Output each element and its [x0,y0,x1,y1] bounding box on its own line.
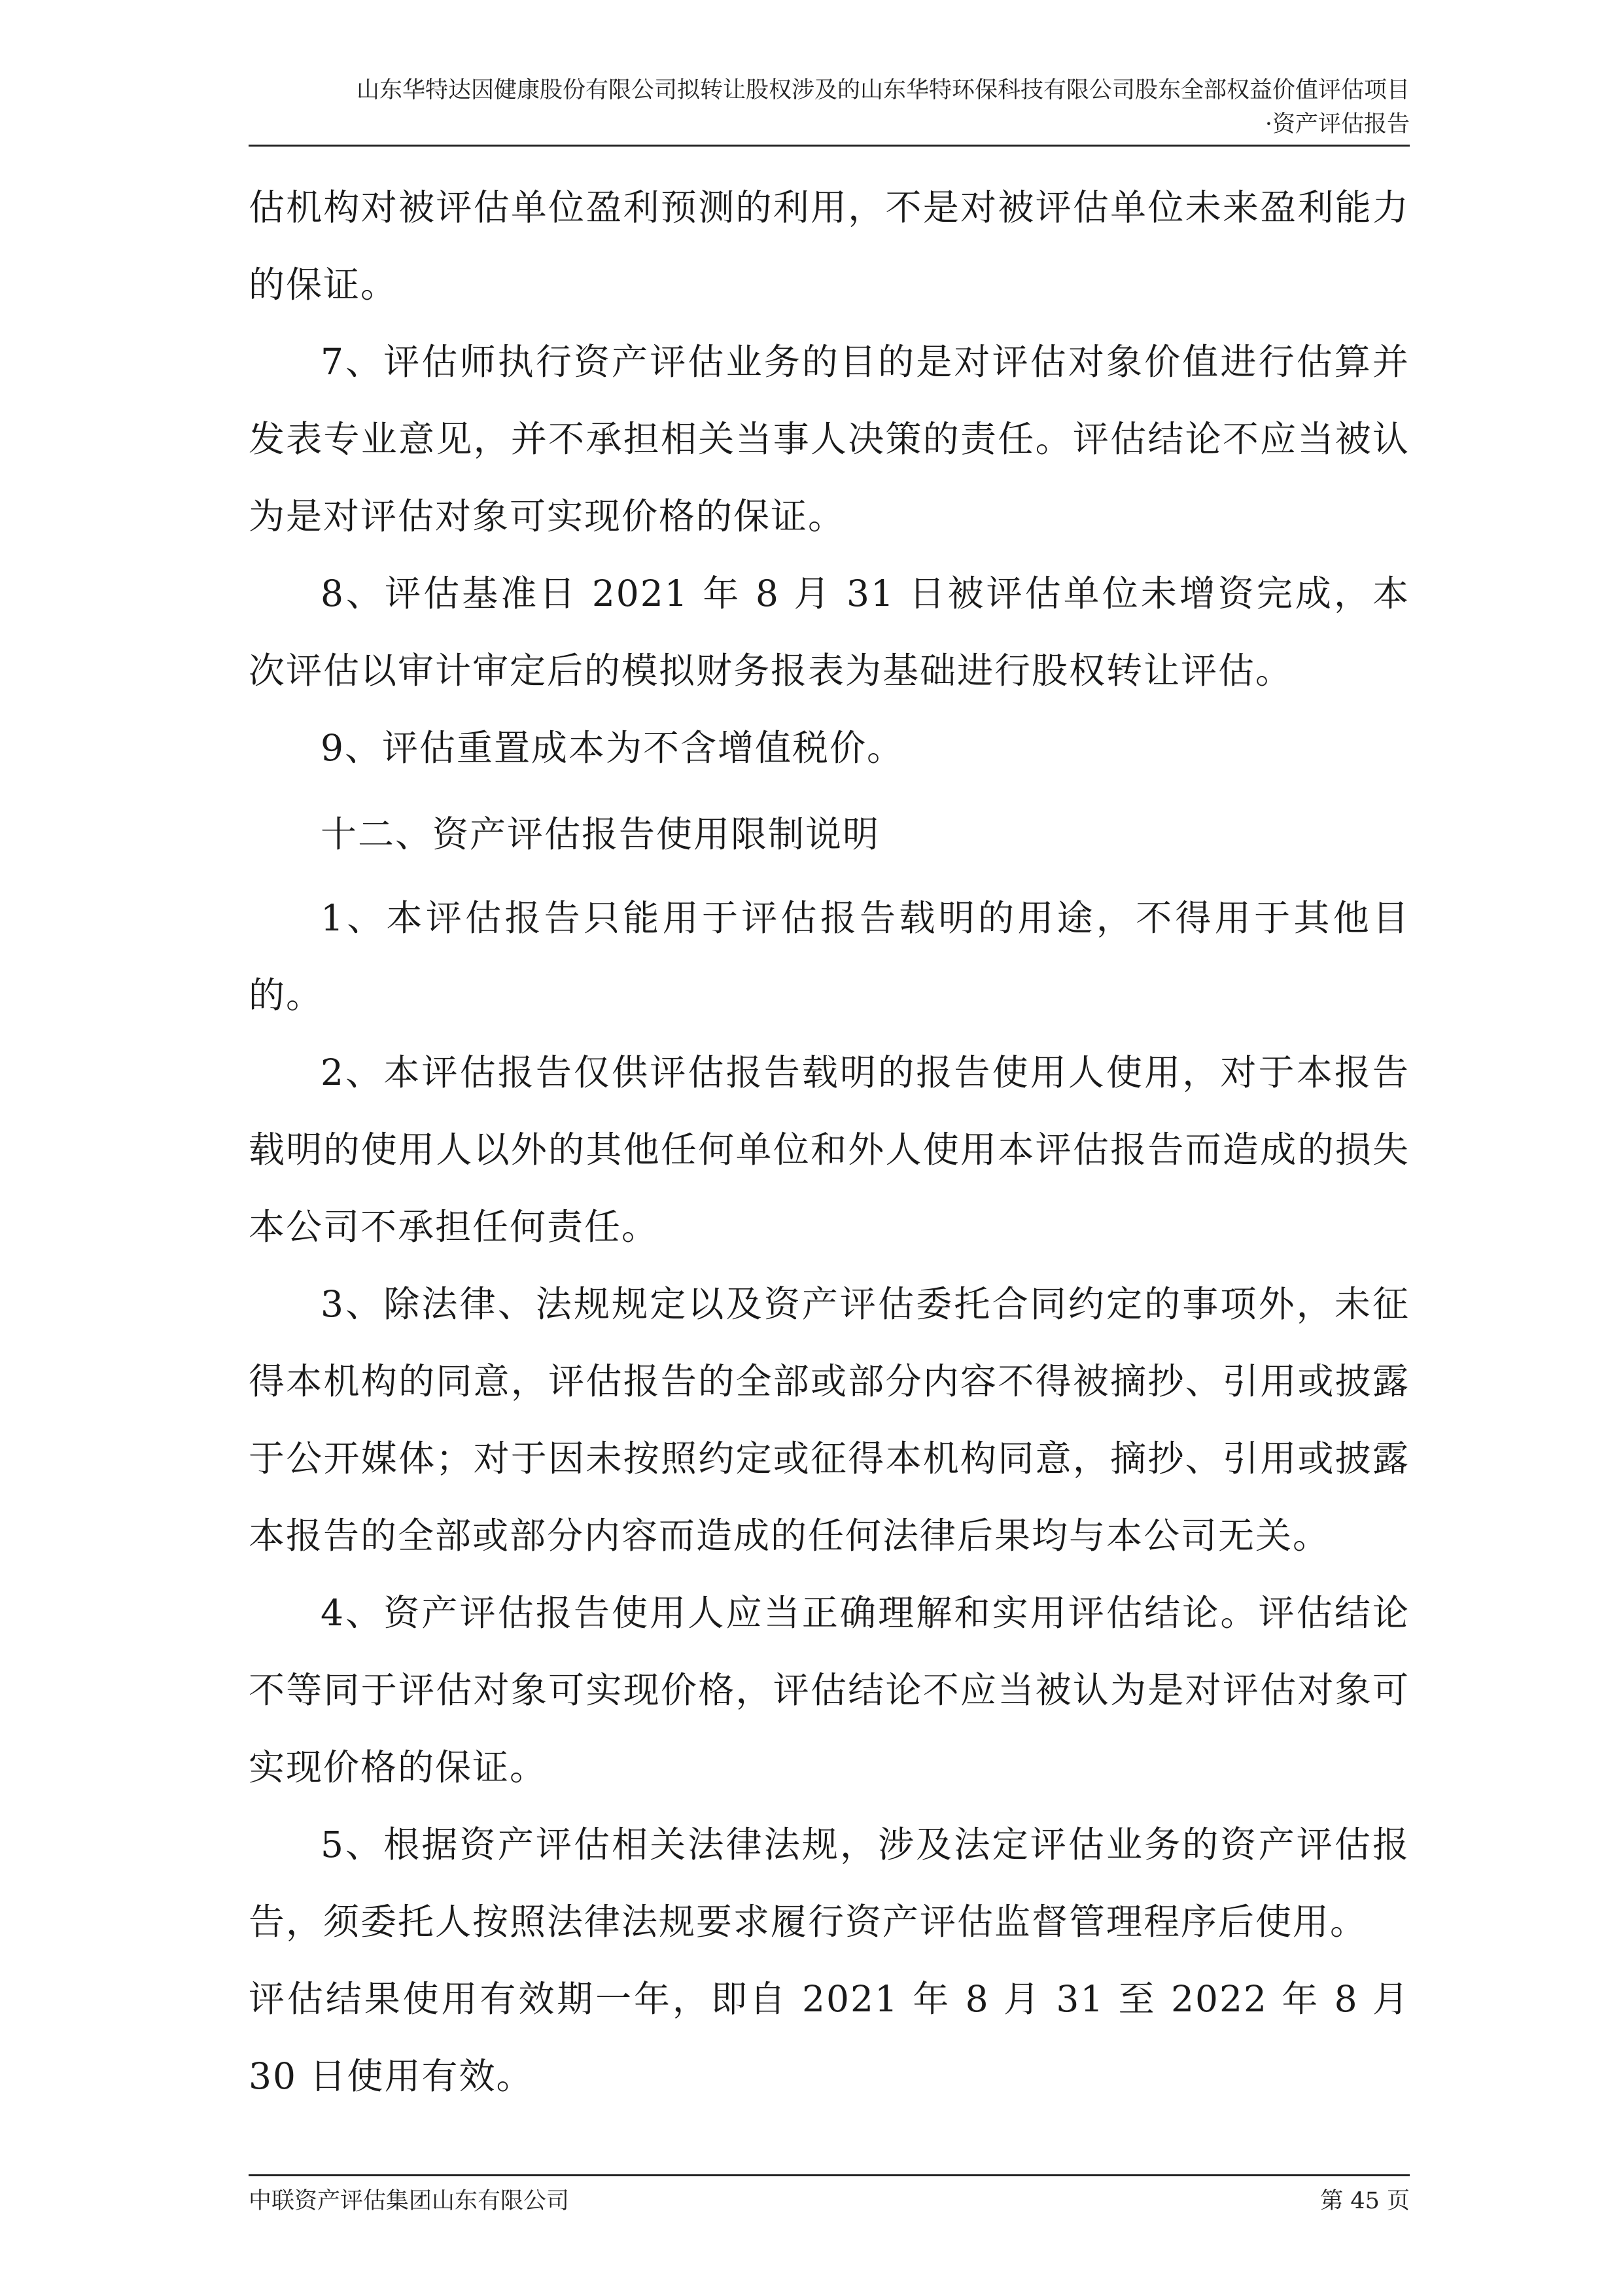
document-body [249,169,1410,2115]
restriction-item-1: 1、本评估报告只能用于评估报告载明的用途，不得用于其他目的。 [249,897,1410,1016]
paragraph-continuation: 估机构对被评估单位盈利预测的利用，不是对被评估单位未来盈利能力的保证。 [249,186,1410,306]
header-title-line1: 山东华特达因健康股份有限公司拟转让股权涉及的山东华特环保科技有限公司股东全部权益价值评估项目 [356,77,1410,103]
header-title-line2: ·资产评估报告 [1265,111,1410,137]
page-header [249,73,1410,141]
restriction-item-2: 2、本评估报告仅供评估报告载明的报告使用人使用，对于本报告载明的使用人以外的其他任何单位和外人使用本评估报告而造成的损失本公司不承担任何责任。 [249,1051,1410,1248]
paragraph-item-7: 7、评估师执行资产评估业务的目的是对评估对象价值进行估算并发表专业意见，并不承担相关当事人决策的责任。评估结论不应当被认为是对评估对象可实现价格的保证。 [249,341,1410,537]
restriction-item-4: 4、资产评估报告使用人应当正确理解和实用评估结论。评估结论不等同于评估对象可实现价格，评估结论不应当被认为是对评估对象可实现价格的保证。 [249,1592,1410,1788]
paragraph-item-8: 8、评估基准日 2021 年 8 月 31 日被评估单位未增资完成，本次评估以审计审定后的模拟财务报表为基础进行股权转让评估。 [249,573,1410,692]
section-heading: 十二、资产评估报告使用限制说明 [321,813,881,855]
restriction-item-5: 5、根据资产评估相关法律法规，涉及法定评估业务的资产评估报告，须委托人按照法律法规要求履行资产评估监督管理程序后使用。 [249,1824,1410,1943]
paragraph-item-9: 9、评估重置成本为不含增值税价。 [321,727,904,769]
restriction-item-3: 3、除法律、法规规定以及资产评估委托合同约定的事项外，未征得本机构的同意，评估报告的全部或部分内容不得被摘抄、引用或披露于公开媒体；对于因未按照约定或征得本机构同意，摘抄、引用或披露本报告的全部或部分内容而造成的任何法律后果均与本公司无关。 [249,1283,1410,1557]
footer-company: 中联资产评估集团山东有限公司 [249,2188,570,2214]
header-divider [249,145,1410,147]
validity-period: 评估结果使用有效期一年，即自 2021 年 8 月 31 至 2022 年 8 月 30 日使用有效。 [249,1978,1410,2097]
page-number: 第 45 页 [1320,2188,1410,2214]
footer-divider [249,2174,1410,2176]
